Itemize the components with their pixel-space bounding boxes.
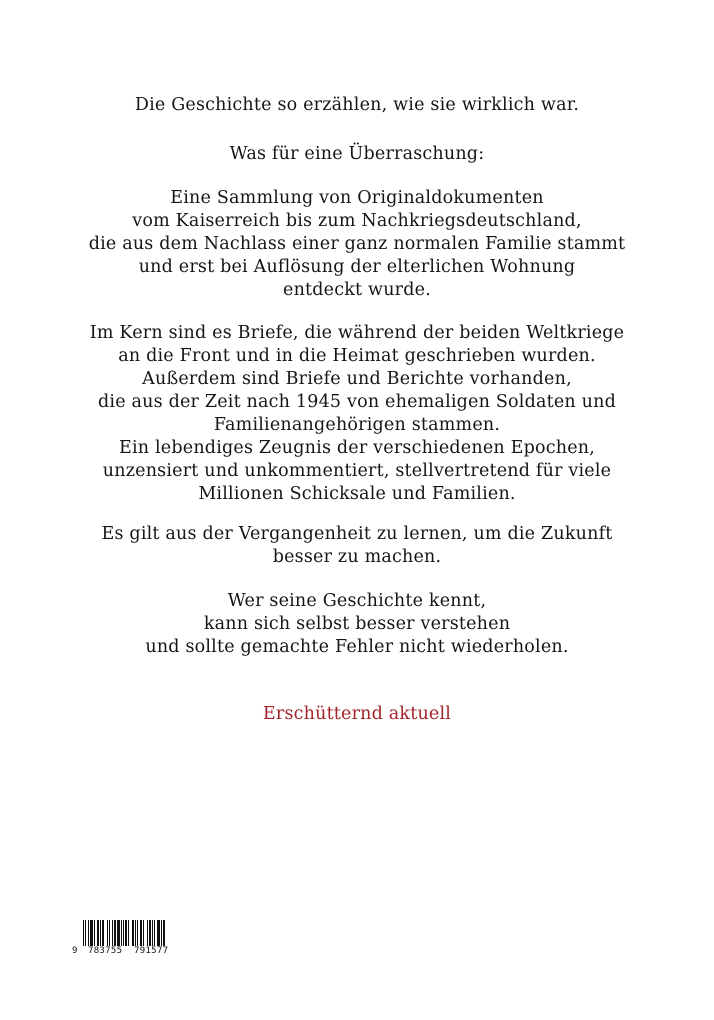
barcode-bar	[154, 920, 155, 946]
barcode-digit-first: 9	[72, 946, 78, 956]
tagline-block	[0, 703, 714, 726]
barcode-bar	[123, 920, 124, 946]
barcode-bar	[97, 920, 99, 946]
text-line: an die Front und in die Heimat geschrieben wurden.	[118, 346, 596, 366]
text-line: Wer seine Geschichte kennt,	[227, 591, 487, 611]
barcode-bar	[140, 920, 142, 946]
barcode-bar	[83, 920, 84, 946]
barcode-bar	[147, 920, 148, 946]
tagline: Erschütternd aktuell	[262, 704, 452, 724]
text-line: und sollte gemachte Fehler nicht wiederholen.	[145, 637, 569, 657]
paragraph-letters	[0, 322, 714, 506]
barcode-bar	[125, 920, 127, 946]
text-line: und erst bei Auflösung der elterlichen Wohnung	[138, 257, 576, 277]
paragraph-surprise	[0, 143, 714, 166]
barcode-bar	[88, 920, 89, 946]
text-line: Was für eine Überraschung:	[229, 144, 485, 164]
barcode-bar	[128, 920, 129, 946]
text-line: Es gilt aus der Vergangenheit zu lernen, um die Zukunft	[101, 524, 613, 544]
barcode-bar	[121, 920, 122, 946]
paragraph-intro	[0, 94, 714, 117]
paragraph-history	[0, 590, 714, 659]
barcode-bar	[149, 920, 151, 946]
barcode-bar	[109, 920, 110, 946]
text-line: entdeckt wurde.	[283, 280, 431, 300]
barcode-bar	[107, 920, 108, 946]
text-line: vom Kaiserreich bis zum Nachkriegsdeutschland,	[132, 211, 582, 231]
text-line: Eine Sammlung von Originaldokumenten	[170, 188, 544, 208]
barcode-bar	[114, 920, 116, 946]
text-line: die aus der Zeit nach 1945 von ehemaligen Soldaten und	[98, 392, 616, 412]
paragraph-collection	[0, 187, 714, 302]
text-line: Außerdem sind Briefe und Berichte vorhanden,	[142, 369, 572, 389]
barcode-bars	[83, 920, 181, 946]
barcode-bar	[157, 920, 160, 946]
barcode-bar	[100, 920, 101, 946]
barcode-bar	[163, 920, 165, 946]
text-line: Familienangehörigen stammen.	[213, 415, 501, 435]
barcode-bar	[137, 920, 138, 946]
barcode-bar	[152, 920, 153, 946]
barcode-bar	[112, 920, 113, 946]
barcode-bar	[135, 920, 136, 946]
barcode-bar	[143, 920, 144, 946]
barcode-digit-group-1: 783755	[88, 946, 123, 956]
text-line: Millionen Schicksale und Familien.	[198, 484, 516, 504]
text-line: Im Kern sind es Briefe, die während der beiden Weltkriege	[89, 323, 625, 343]
barcode-digit-group-2: 791577	[134, 946, 169, 956]
text-line: die aus dem Nachlass einer ganz normalen Familie stammt	[88, 234, 626, 254]
paragraph-learning	[0, 523, 714, 569]
barcode-bar	[117, 920, 120, 946]
barcode-bar	[94, 920, 95, 946]
text-line: besser zu machen.	[272, 547, 442, 567]
barcode-bar	[90, 920, 93, 946]
barcode-bar	[85, 920, 86, 946]
text-line: unzensiert und unkommentiert, stellvertretend für viele	[102, 461, 612, 481]
text-line: kann sich selbst besser verstehen	[203, 614, 511, 634]
barcode-bar	[132, 920, 134, 946]
text-line: Ein lebendiges Zeugnis der verschiedenen Epochen,	[119, 438, 595, 458]
barcode-bar	[102, 920, 104, 946]
barcode-bar	[161, 920, 162, 946]
text-line: Die Geschichte so erzählen, wie sie wirklich war.	[134, 95, 580, 115]
isbn-barcode	[72, 920, 182, 962]
